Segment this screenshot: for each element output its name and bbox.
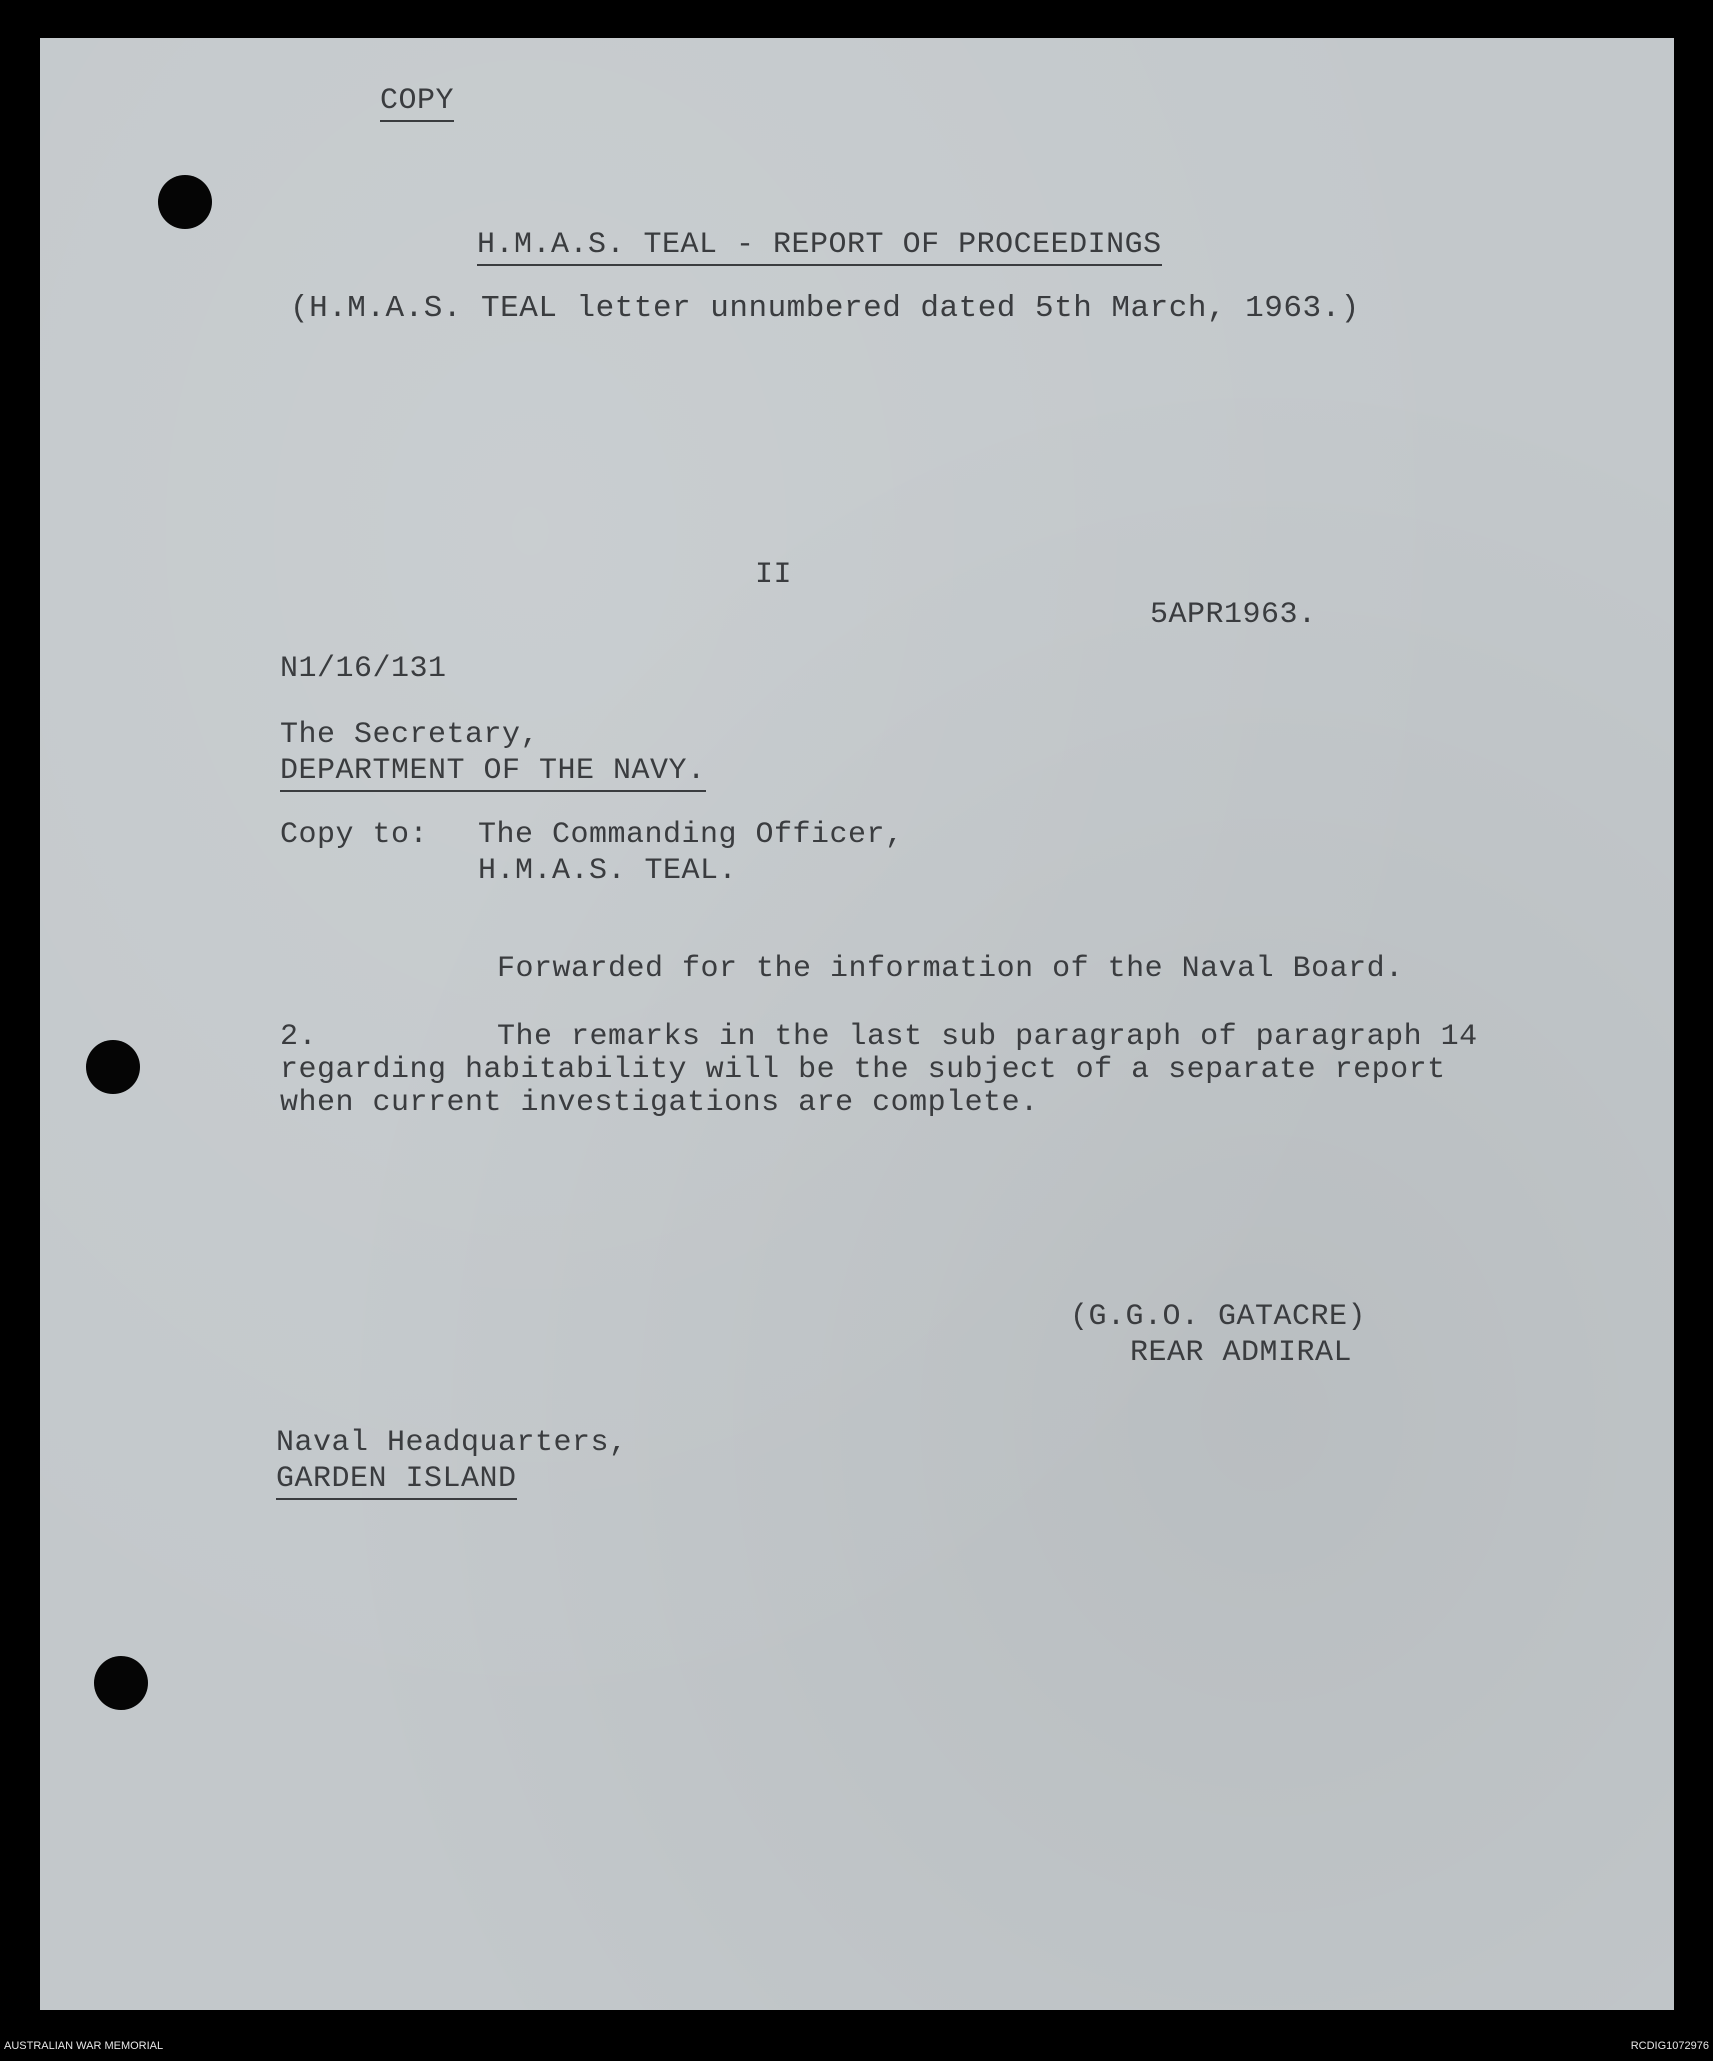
punch-hole-middle (86, 1040, 140, 1094)
punch-hole-top (158, 175, 212, 229)
paragraph-2-line3: when current investigations are complete. (280, 1086, 1039, 1120)
addressee-line2: DEPARTMENT OF THE NAVY. (280, 754, 706, 792)
origin-line2: GARDEN ISLAND (276, 1462, 517, 1500)
signature-rank: REAR ADMIRAL (1130, 1336, 1353, 1370)
file-reference: N1/16/131 (280, 652, 447, 686)
addressee-line1: The Secretary, (280, 718, 540, 752)
copy-to-line2: H.M.A.S. TEAL. (478, 854, 738, 888)
paragraph-2-line1: The remarks in the last sub paragraph of paragraph 14 (497, 1020, 1478, 1054)
punch-hole-bottom (94, 1656, 148, 1710)
origin-line1: Naval Headquarters, (276, 1426, 628, 1460)
paragraph-2-number: 2. (280, 1020, 318, 1054)
archive-credit: AUSTRALIAN WAR MEMORIAL (4, 2040, 164, 2052)
document-title: H.M.A.S. TEAL - REPORT OF PROCEEDINGS (477, 228, 1162, 266)
paragraph-1: Forwarded for the information of the Naval Board. (497, 952, 1404, 986)
copy-to-label: Copy to: (280, 818, 429, 852)
paragraph-2-line2: regarding habitability will be the subject of a separate report (280, 1053, 1446, 1087)
copy-to-line1: The Commanding Officer, (478, 818, 904, 852)
signature-name: (G.G.O. GATACRE) (1070, 1300, 1367, 1334)
page-marker: II (755, 558, 793, 592)
document-subtitle: (H.M.A.S. TEAL letter unnumbered dated 5th March, 1963.) (290, 291, 1360, 326)
copy-label: COPY (380, 84, 454, 122)
document-date: 5APR1963. (1150, 598, 1317, 632)
archive-id: RCDIG1072976 (1630, 2040, 1709, 2052)
